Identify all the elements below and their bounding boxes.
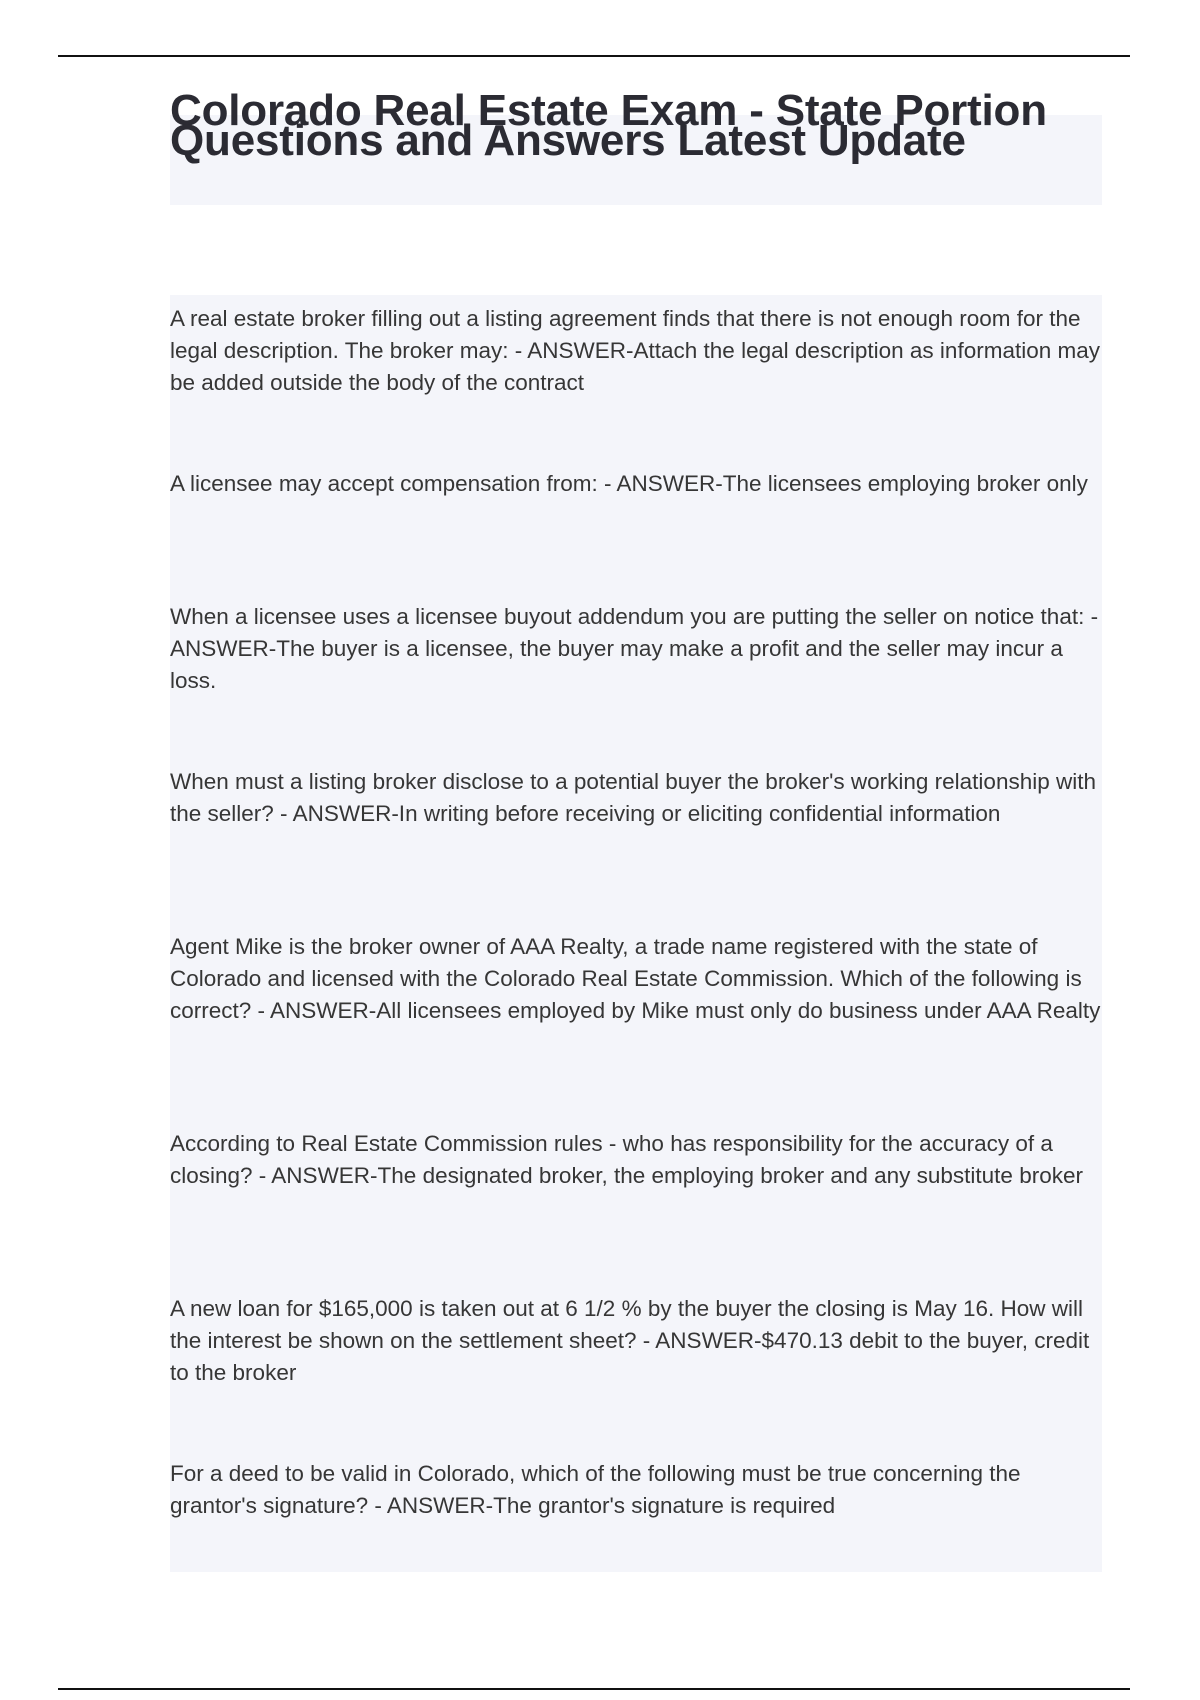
qa-item-8: For a deed to be valid in Colorado, which of the following must be true concerning the grantor's signature? - ANSWER-The grantor's signature is required	[170, 1461, 1021, 1518]
qa-item-2: A licensee may accept compensation from: - ANSWER-The licensees employing broker only	[170, 471, 1088, 496]
qa-item-6: According to Real Estate Commission rules - who has responsibility for the accuracy of a closing? - ANSWER-The designated broker, the employing broker and any substitute broker	[170, 1131, 1083, 1188]
qa-item-5: Agent Mike is the broker owner of AAA Realty, a trade name registered with the state of Colorado and licensed with the Colorado Real Estate Commission. Which of the following is correct? - ANSWER-All licensees employed by Mike must only do business under AAA Realty	[170, 934, 1101, 1023]
top-rule	[58, 55, 1130, 57]
qa-item-1: A real estate broker filling out a listing agreement finds that there is not enough room for the legal description. The broker may: - ANSWER-Attach the legal description as information may be added outside the body of the contract	[170, 306, 1100, 395]
qa-item-3: When a licensee uses a licensee buyout addendum you are putting the seller on notice that: - ANSWER-The buyer is a licensee, the buyer may make a profit and the seller may incur a loss.	[170, 604, 1099, 693]
bottom-rule	[58, 1688, 1130, 1690]
document-title: Colorado Real Estate Exam - State Portion Questions and Answers Latest Update	[170, 86, 1047, 165]
qa-item-4: When must a listing broker disclose to a potential buyer the broker's working relationship with the seller? - ANSWER-In writing before receiving or eliciting confidential information	[170, 769, 1096, 826]
qa-item-7: A new loan for $165,000 is taken out at 6 1/2 % by the buyer the closing is May 16. How will the interest be shown on the settlement sheet? - ANSWER-$470.13 debit to the buyer, credit to the broker	[170, 1296, 1090, 1385]
